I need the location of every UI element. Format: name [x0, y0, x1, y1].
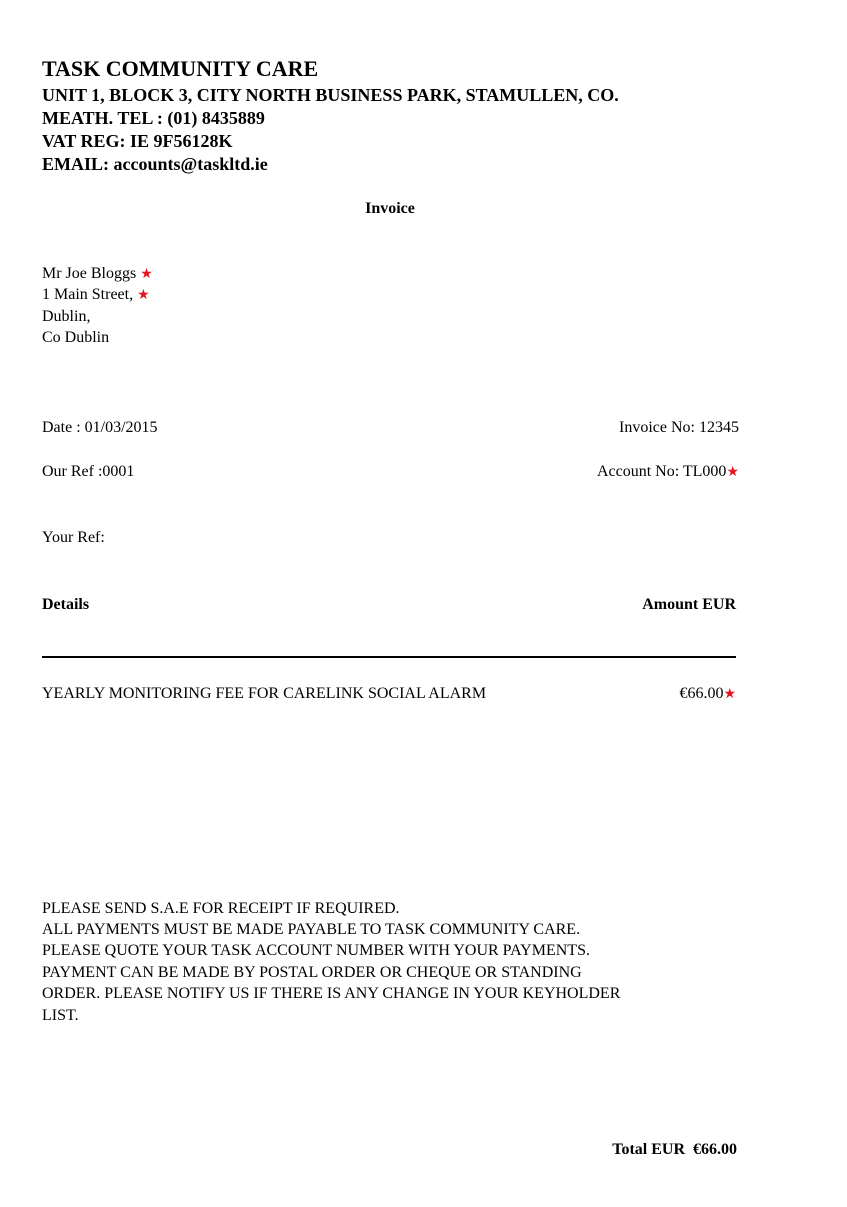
account-number-line — [597, 461, 739, 483]
recipient-street: 1 Main Street, — [42, 286, 134, 303]
company-vat: VAT REG: IE 9F56128K — [42, 131, 233, 151]
star-marker-icon: ★ — [723, 686, 736, 702]
total-label: Total EUR — [612, 1141, 685, 1158]
recipient-city: Dublin, — [42, 308, 91, 325]
document-title: Invoice — [365, 200, 415, 217]
table-divider — [42, 656, 736, 658]
account-number: Account No: TL000 — [596, 463, 727, 480]
company-email: EMAIL: accounts@taskltd.ie — [42, 154, 268, 174]
star-marker-icon: ★ — [140, 266, 153, 282]
payment-note-line: ALL PAYMENTS MUST BE MADE PAYABLE TO TASK COMMUNITY CARE. — [42, 921, 581, 938]
payment-note-line: ORDER. PLEASE NOTIFY US IF THERE IS ANY CHANGE IN YOUR KEYHOLDER — [42, 985, 621, 1002]
payment-note-line: PAYMENT CAN BE MADE BY POSTAL ORDER OR CHEQUE OR STANDING — [42, 964, 582, 981]
recipient-name-line — [42, 263, 153, 285]
amount-column-header: Amount EUR — [642, 596, 736, 613]
line-item-description: YEARLY MONITORING FEE FOR CARELINK SOCIAL ALARM — [42, 685, 487, 702]
details-column-header: Details — [42, 596, 90, 613]
payment-note-line: PLEASE QUOTE YOUR TASK ACCOUNT NUMBER WITH YOUR PAYMENTS. — [42, 942, 590, 959]
recipient-name: Mr Joe Bloggs — [42, 265, 137, 282]
total-value: €66.00 — [693, 1141, 737, 1158]
invoice-total — [612, 1139, 737, 1160]
payment-note-line: PLEASE SEND S.A.E FOR RECEIPT IF REQUIRED. — [42, 900, 400, 917]
line-item-amount: €66.00 — [679, 685, 724, 702]
company-address-line-2: MEATH. TEL : (01) 8435889 — [42, 108, 265, 128]
company-name: TASK COMMUNITY CARE — [42, 56, 319, 81]
invoice-number: Invoice No: 12345 — [619, 419, 739, 436]
your-reference: Your Ref: — [42, 529, 105, 546]
recipient-street-line — [42, 284, 150, 306]
recipient-county: Co Dublin — [42, 329, 110, 346]
payment-note-line: LIST. — [42, 1007, 79, 1024]
line-item-amount-cell — [679, 683, 736, 705]
star-marker-icon: ★ — [137, 287, 150, 303]
star-marker-icon: ★ — [726, 464, 739, 480]
company-address-line-1: UNIT 1, BLOCK 3, CITY NORTH BUSINESS PARK, STAMULLEN, CO. — [42, 85, 619, 105]
our-reference: Our Ref :0001 — [42, 463, 135, 480]
invoice-date: Date : 01/03/2015 — [42, 419, 158, 436]
